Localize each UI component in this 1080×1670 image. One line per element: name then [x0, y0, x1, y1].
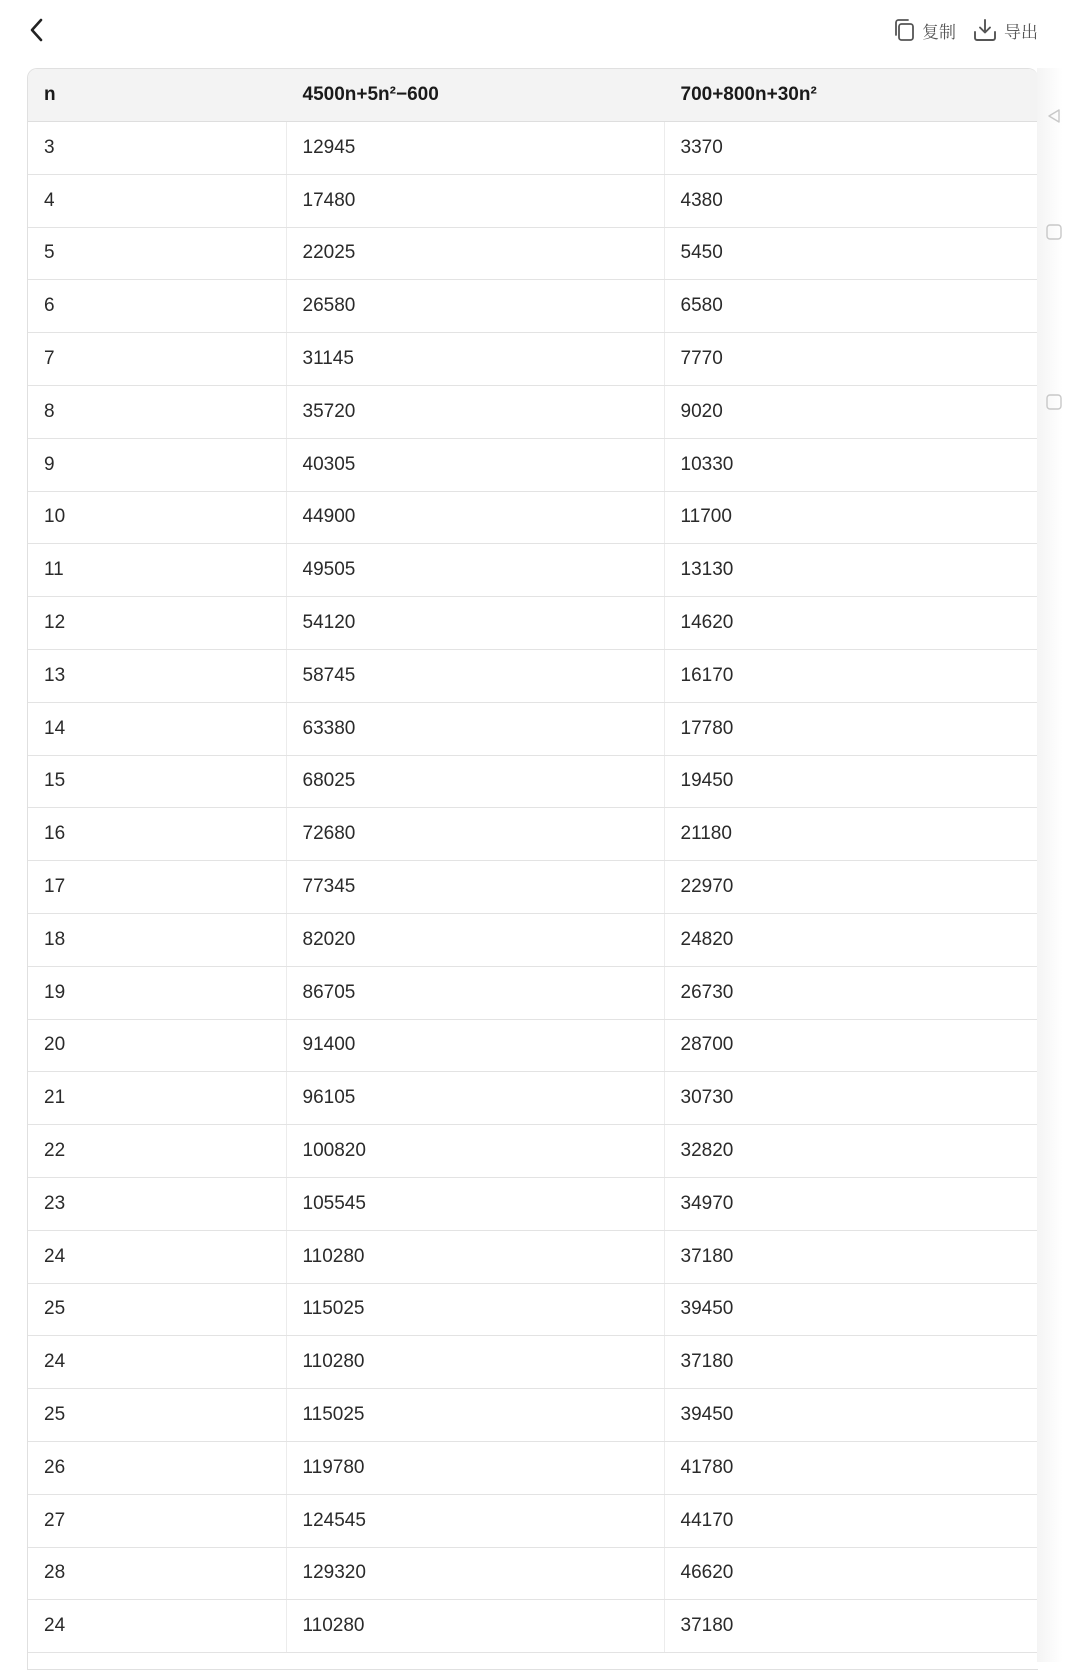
table-row: [28, 1547, 1038, 1600]
cell-n: 15: [28, 755, 286, 808]
cell-expr2: 21180: [664, 808, 1038, 861]
table-row: [28, 1072, 1038, 1125]
cell-expr1: 22025: [286, 227, 664, 280]
table-row: [28, 491, 1038, 544]
cell-expr1: 58745: [286, 649, 664, 702]
cell-expr2: 24820: [664, 913, 1038, 966]
table-row: [28, 755, 1038, 808]
table-header-row: [28, 69, 1038, 122]
toolbar-actions: [892, 14, 1038, 46]
table-row: [28, 1441, 1038, 1494]
cell-n: 12: [28, 597, 286, 650]
cell-n: 25: [28, 1389, 286, 1442]
cell-n: 23: [28, 1177, 286, 1230]
cell-expr2: 3370: [664, 122, 1038, 175]
cell-n: 18: [28, 913, 286, 966]
cell-expr1: 31145: [286, 333, 664, 386]
copy-label: 复制: [922, 22, 956, 42]
cell-expr2: 28700: [664, 1019, 1038, 1072]
download-icon: [972, 17, 998, 43]
cell-n: 10: [28, 491, 286, 544]
cell-n: 22: [28, 1125, 286, 1178]
cell-expr2: 39450: [664, 1283, 1038, 1336]
cell-expr2: 4380: [664, 174, 1038, 227]
cell-expr2: 37180: [664, 1230, 1038, 1283]
cell-expr1: 77345: [286, 861, 664, 914]
cell-expr2: 9020: [664, 385, 1038, 438]
cell-expr2: 46620: [664, 1547, 1038, 1600]
cell-expr1: 17480: [286, 174, 664, 227]
cell-n: 20: [28, 1019, 286, 1072]
cell-expr1: 54120: [286, 597, 664, 650]
cell-expr1: 105545: [286, 1177, 664, 1230]
cell-n: 27: [28, 1494, 286, 1547]
cell-expr2: 44170: [664, 1494, 1038, 1547]
cell-expr1: 44900: [286, 491, 664, 544]
square-icon: [1044, 222, 1064, 242]
table-row: [28, 280, 1038, 333]
cell-expr1: 100820: [286, 1125, 664, 1178]
cell-expr2: 19450: [664, 755, 1038, 808]
cell-expr2: 32820: [664, 1125, 1038, 1178]
table-row: [28, 702, 1038, 755]
cell-expr1: 63380: [286, 702, 664, 755]
cell-n: 24: [28, 1600, 286, 1653]
cell-n: 26: [28, 1441, 286, 1494]
cell-expr1: 110280: [286, 1600, 664, 1653]
cell-expr2: 34970: [664, 1177, 1038, 1230]
cell-expr2: 30730: [664, 1072, 1038, 1125]
cell-n: 17: [28, 861, 286, 914]
cell-expr2: 39450: [664, 1389, 1038, 1442]
square-icon: [1044, 392, 1064, 412]
table-row: [28, 913, 1038, 966]
table-row: [28, 1283, 1038, 1336]
cell-expr1: 72680: [286, 808, 664, 861]
chevron-left-icon: [24, 14, 52, 46]
cell-expr1: 12945: [286, 122, 664, 175]
cell-expr1: 110280: [286, 1230, 664, 1283]
column-header-expr2: 700+800n+30n²: [664, 69, 1038, 122]
table-row: [28, 649, 1038, 702]
table-row: [28, 861, 1038, 914]
cell-n: 19: [28, 966, 286, 1019]
table-row: [28, 1600, 1038, 1653]
cell-n: 16: [28, 808, 286, 861]
cell-expr1: 26580: [286, 280, 664, 333]
table-row: [28, 1230, 1038, 1283]
cell-n: 6: [28, 280, 286, 333]
table-row: [28, 597, 1038, 650]
table-row: [28, 227, 1038, 280]
copy-icon: [892, 17, 916, 43]
cell-expr1: 86705: [286, 966, 664, 1019]
table-row: [28, 544, 1038, 597]
cell-n: 9: [28, 438, 286, 491]
cell-expr1: 129320: [286, 1547, 664, 1600]
cell-expr2: 22970: [664, 861, 1038, 914]
table-row: [28, 333, 1038, 386]
cell-expr2: 26730: [664, 966, 1038, 1019]
copy-button[interactable]: [892, 14, 956, 46]
export-label: 导出: [1004, 22, 1038, 42]
table-row: [28, 1019, 1038, 1072]
cell-expr1: 49505: [286, 544, 664, 597]
table-row: [28, 1494, 1038, 1547]
cell-expr2: 16170: [664, 649, 1038, 702]
cell-n: 25: [28, 1283, 286, 1336]
cell-n: 4: [28, 174, 286, 227]
data-table-container[interactable]: [27, 68, 1038, 1670]
cell-expr1: 110280: [286, 1336, 664, 1389]
cell-expr2: 5450: [664, 227, 1038, 280]
table-row: [28, 1389, 1038, 1442]
cell-expr2: 37180: [664, 1600, 1038, 1653]
cell-n: 3: [28, 122, 286, 175]
table-row: [28, 966, 1038, 1019]
cell-expr1: 115025: [286, 1283, 664, 1336]
column-header-expr1: 4500n+5n²−600: [286, 69, 664, 122]
cell-n: 21: [28, 1072, 286, 1125]
cell-expr1: 115025: [286, 1389, 664, 1442]
cell-expr1: 35720: [286, 385, 664, 438]
cell-expr1: 91400: [286, 1019, 664, 1072]
cell-expr1: 68025: [286, 755, 664, 808]
cell-expr1: 124545: [286, 1494, 664, 1547]
cell-n: 8: [28, 385, 286, 438]
table-row: [28, 174, 1038, 227]
table-row: [28, 438, 1038, 491]
cell-expr2: 41780: [664, 1441, 1038, 1494]
table-row: [28, 1177, 1038, 1230]
table-row: [28, 385, 1038, 438]
back-button[interactable]: [24, 14, 52, 46]
triangle-left-icon: [1044, 106, 1064, 126]
cell-expr2: 13130: [664, 544, 1038, 597]
export-button[interactable]: [972, 14, 1038, 46]
cell-n: 13: [28, 649, 286, 702]
top-bar: [0, 0, 1080, 64]
cell-expr2: 17780: [664, 702, 1038, 755]
cell-expr1: 119780: [286, 1441, 664, 1494]
data-table: [28, 69, 1038, 1653]
cell-expr1: 82020: [286, 913, 664, 966]
cell-n: 11: [28, 544, 286, 597]
cell-expr2: 10330: [664, 438, 1038, 491]
cell-n: 28: [28, 1547, 286, 1600]
cell-expr1: 96105: [286, 1072, 664, 1125]
cell-expr2: 37180: [664, 1336, 1038, 1389]
table-row: [28, 1125, 1038, 1178]
cell-n: 7: [28, 333, 286, 386]
table-row: [28, 122, 1038, 175]
cell-n: 14: [28, 702, 286, 755]
cell-expr1: 40305: [286, 438, 664, 491]
table-row: [28, 1336, 1038, 1389]
cell-n: 5: [28, 227, 286, 280]
cell-n: 24: [28, 1230, 286, 1283]
cell-n: 24: [28, 1336, 286, 1389]
cell-expr2: 7770: [664, 333, 1038, 386]
column-header-n: n: [28, 69, 286, 122]
cell-expr2: 6580: [664, 280, 1038, 333]
table-row: [28, 808, 1038, 861]
cell-expr2: 14620: [664, 597, 1038, 650]
side-panel-edge: [1037, 68, 1080, 1662]
cell-expr2: 11700: [664, 491, 1038, 544]
